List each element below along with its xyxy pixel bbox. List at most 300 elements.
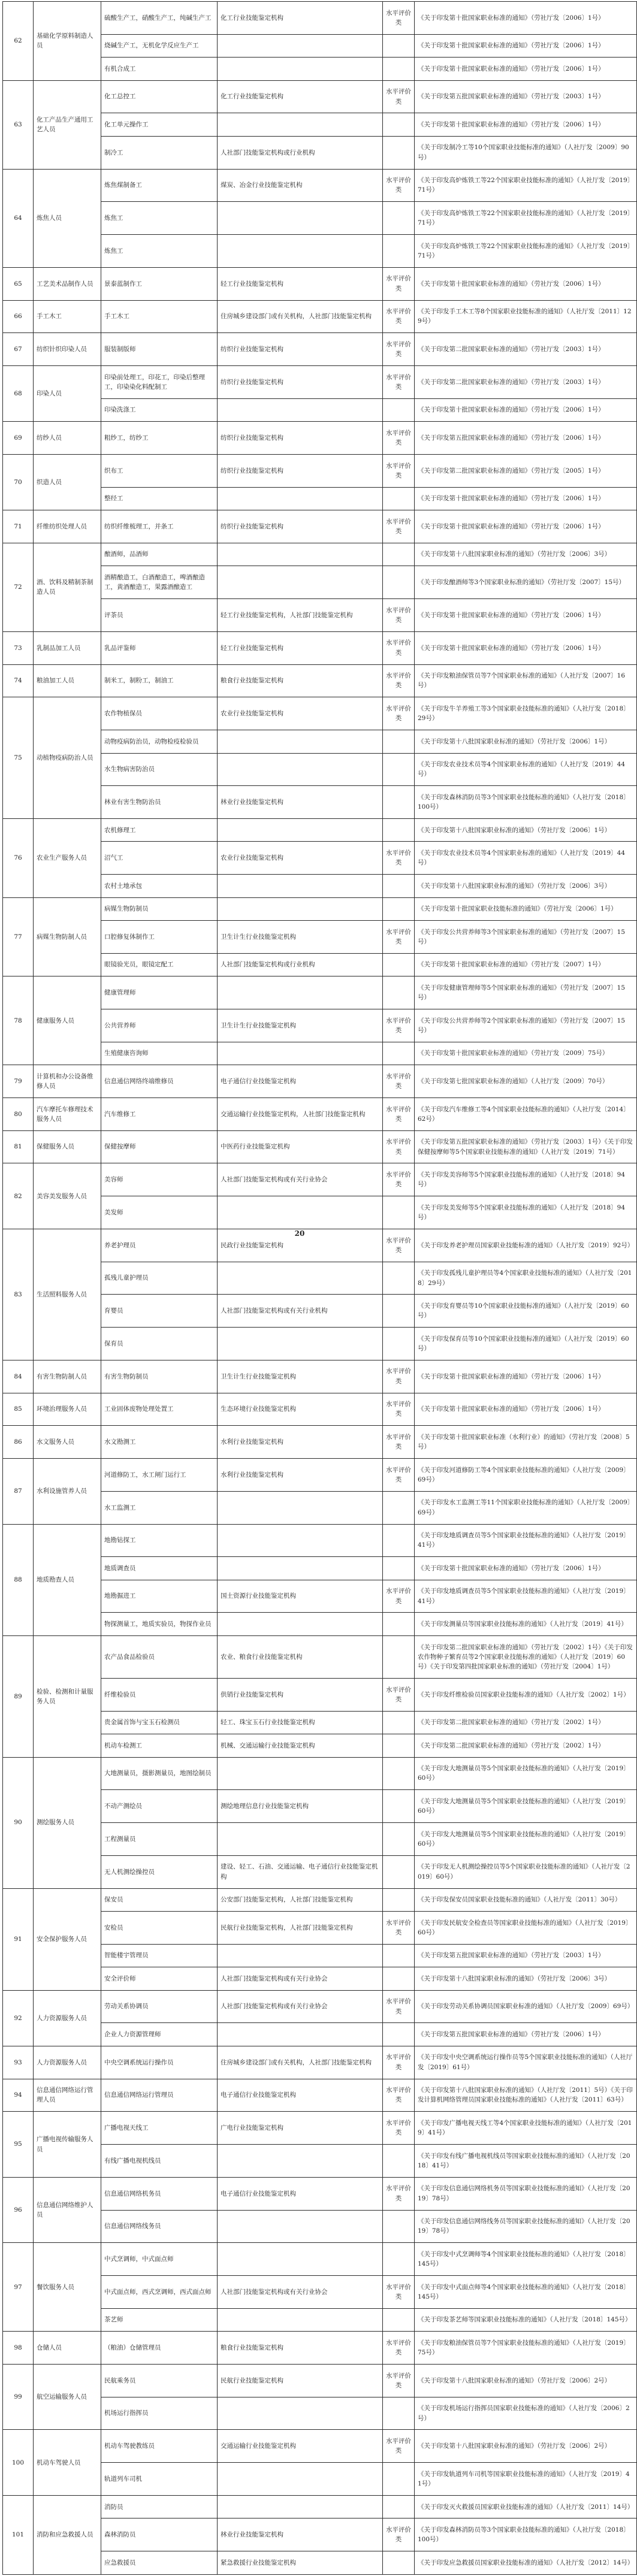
table-row [3, 818, 637, 841]
evaluation-type: 水平评价类 [383, 169, 415, 202]
job-title: 贵金属首饰与宝玉石检测员 [101, 1711, 218, 1734]
job-title: 机场运行指挥员 [101, 2397, 218, 2430]
evaluation-type [383, 976, 415, 1009]
job-title: 农村土地承包 [101, 875, 218, 897]
assessment-organization: 人社部门技能鉴定机构或有关行业协会 [218, 1990, 383, 2023]
job-title: 手工木工 [101, 300, 218, 333]
category-name: 环境治理服务人员 [34, 1393, 101, 1426]
assessment-organization: 公安部门技能鉴定机构，人社部门技能鉴定机构 [218, 1888, 383, 1911]
job-title: 消防员 [101, 2495, 218, 2518]
standard-document: 《关于印发健康管理师等5个国家职业标准的通知》（劳社厅发〔2007〕15号） [415, 976, 637, 1009]
evaluation-type: 水平评价类 [383, 842, 415, 875]
evaluation-type [383, 34, 415, 57]
standard-document: 《关于印发公共营养师等3个国家职业标准的通知》（劳社厅发〔2007〕15号） [415, 921, 637, 954]
category-name: 纤维纺织处理人员 [34, 510, 101, 543]
standard-document: 《关于印发第十八批国家职业标准的通知》（人社厅发〔2011〕5号）《关于印发计算机网络管理员国家职业技能标准的通知》（人社厅发〔2011〕63号） [415, 2079, 637, 2112]
job-title: 森林消防员 [101, 2518, 218, 2551]
assessment-organization: 卫生计生行业技能鉴定机构 [218, 921, 383, 954]
row-number: 66 [3, 300, 34, 333]
evaluation-type: 水平评价类 [383, 2332, 415, 2365]
evaluation-type [383, 1557, 415, 1580]
job-title: 养老护理员 [101, 1229, 218, 1262]
assessment-organization: 广电行业技能鉴定机构 [218, 2112, 383, 2145]
standard-document: 《关于印发第十批国家职业标准的通知》（劳社厅发〔2006〕1号） [415, 1360, 637, 1393]
standard-document: 《关于印发第五批国家职业标准的通知》（劳社厅发〔2003〕1号）《关于印发保健按摩师等5个国家职业技能标准的通知》（人社厅发〔2019〕71号） [415, 1130, 637, 1163]
assessment-organization [218, 1757, 383, 1790]
assessment-organization: 电子通信行业技能鉴定机构 [218, 2177, 383, 2210]
job-title: 轨道列车司机 [101, 2463, 218, 2496]
standard-document: 《关于印发森林消防员等3个国家职业技能标准的通知》（人社厅发〔2018〕100号） [415, 2518, 637, 2551]
evaluation-type [383, 1042, 415, 1065]
standard-document: 《关于印发手工木工等8个国家职业技能标准的通知》（人社厅发〔2011〕129号） [415, 300, 637, 333]
table-row [3, 1524, 637, 1557]
evaluation-type [383, 2023, 415, 2046]
table-row [3, 1426, 637, 1459]
standard-document: 《关于印发第十八批国家职业标准的通知》（劳社厅发〔2006〕2号） [415, 2430, 637, 2463]
assessment-organization: 交通运输行业技能鉴定机构 [218, 2430, 383, 2463]
category-name: 美容美发服务人员 [34, 1163, 101, 1229]
evaluation-type [383, 1613, 415, 1635]
category-name: 测绘服务人员 [34, 1757, 101, 1888]
assessment-organization: 人社部门技能鉴定机构或有关行业协会 [218, 1163, 383, 1196]
category-name: 基础化学原料制造人员 [34, 2, 101, 81]
job-title: 地勘钻探工 [101, 1524, 218, 1557]
job-title: 工程测量员 [101, 1823, 218, 1856]
evaluation-type [383, 235, 415, 268]
job-title: 中央空调系统运行操作员 [101, 2046, 218, 2079]
table-row [3, 2112, 637, 2145]
evaluation-type [383, 2308, 415, 2331]
row-number: 90 [3, 1757, 34, 1888]
assessment-organization [218, 1042, 383, 1065]
assessment-organization: 轻工行业技能鉴定机构 [218, 267, 383, 300]
standard-document: 《关于印发保育员等10个国家职业技能标准的通知》（人社厅发〔2019〕60号） [415, 1328, 637, 1360]
standard-document: 《关于印发地质调查员等5个国家职业技能标准的通知》（人社厅发〔2019〕41号） [415, 1524, 637, 1557]
row-number: 70 [3, 454, 34, 510]
job-title: 保健按摩师 [101, 1130, 218, 1163]
assessment-organization [218, 2210, 383, 2243]
category-name: 安全保护服务人员 [34, 1888, 101, 1990]
row-number: 68 [3, 366, 34, 422]
job-title: 有害生物防制员 [101, 1360, 218, 1393]
assessment-organization: 人社部门技能鉴定机构或有关行业机构 [218, 1295, 383, 1328]
standard-document: 《关于印发第七批国家职业标准的通知》（人社厅发〔2009〕70号） [415, 1065, 637, 1098]
evaluation-type: 水平评价类 [383, 2112, 415, 2145]
assessment-organization: 煤炭、冶金行业技能鉴定机构 [218, 169, 383, 202]
evaluation-type [383, 58, 415, 80]
evaluation-type: 水平评价类 [383, 2430, 415, 2463]
table-row [3, 897, 637, 920]
standard-document: 《关于印发农业技术员等4个国家职业标准的通知》（人社厅发〔2019〕44号） [415, 842, 637, 875]
table-row [3, 1888, 637, 1911]
standard-document: 《关于印发第十批国家职业标准的通知》（劳社厅发〔2006〕1号） [415, 631, 637, 664]
assessment-organization [218, 753, 383, 786]
row-number: 96 [3, 2177, 34, 2242]
job-title: 安全评价师 [101, 1967, 218, 1990]
assessment-organization: 供销行业技能鉴定机构 [218, 1678, 383, 1711]
category-name: 动植物疫病防治人员 [34, 697, 101, 819]
category-name: 保健服务人员 [34, 1130, 101, 1163]
standard-document: 《关于印发第十批国家职业标准的通知》（劳社厅发〔2006〕1号） [415, 1557, 637, 1580]
category-name: 信息通信网络运行管理人员 [34, 2079, 101, 2112]
row-number: 78 [3, 976, 34, 1065]
page-number: 20 [294, 1229, 305, 1238]
evaluation-type [383, 730, 415, 753]
job-title: 信息通信网络线务员 [101, 2210, 218, 2243]
standard-document: 《关于印发第十批国家职业标准的通知》（劳社厅发〔2006〕1号） [415, 599, 637, 632]
job-title: 健康管理师 [101, 976, 218, 1009]
standard-document: 《关于印发民航安全检查员等国家职业技能标准的通知》（人社厅发〔2019〕60号） [415, 1912, 637, 1945]
table-row [3, 422, 637, 455]
table-row [3, 1097, 637, 1130]
row-number: 77 [3, 897, 34, 976]
assessment-organization: 粮食行业技能鉴定机构 [218, 2332, 383, 2365]
assessment-organization [218, 398, 383, 421]
job-title: 大地测量员，摄影测量员，地图绘制员 [101, 1757, 218, 1790]
assessment-organization [218, 487, 383, 510]
row-number: 71 [3, 510, 34, 543]
standard-document: 《关于印发孤残儿童护理员等4个国家职业技能标准的通知》（人社厅发〔2018〕29号） [415, 1262, 637, 1295]
job-title: 保安员 [101, 1888, 218, 1911]
evaluation-type [383, 753, 415, 786]
job-title: 有线广播电视机线员 [101, 2145, 218, 2178]
assessment-organization: 化工行业技能鉴定机构 [218, 80, 383, 113]
evaluation-type [383, 543, 415, 566]
table-row [3, 2, 637, 35]
standard-document: 《关于印发第十批国家职业标准的通知》（劳社厅发〔2009〕75号） [415, 1042, 637, 1065]
evaluation-type: 水平评价类 [383, 1580, 415, 1613]
assessment-organization [218, 730, 383, 753]
row-number: 98 [3, 2332, 34, 2365]
standard-document: 《关于印发劳动关系协调员国家职业标准的通知》（人社厅发〔2009〕69号） [415, 1990, 637, 2023]
evaluation-type: 水平评价类 [383, 1912, 415, 1945]
row-number: 87 [3, 1459, 34, 1524]
table-row [3, 2243, 637, 2276]
evaluation-type [383, 1855, 415, 1888]
standard-document: 《关于印发第十批国家职业标准的通知》（劳社厅发〔2006〕1号） [415, 1393, 637, 1426]
row-number: 91 [3, 1888, 34, 1990]
assessment-organization [218, 2145, 383, 2178]
job-title: 印染洗涤工 [101, 398, 218, 421]
job-title: 硫酸生产工，硝酸生产工，纯碱生产工 [101, 2, 218, 35]
category-name: 手工木工 [34, 300, 101, 333]
table-row [3, 664, 637, 697]
table-row [3, 1065, 637, 1098]
category-name: 炼焦人员 [34, 169, 101, 267]
assessment-organization [218, 1196, 383, 1229]
job-title: 工业固体废物处理处置工 [101, 1393, 218, 1426]
category-name: 餐饮服务人员 [34, 2243, 101, 2332]
evaluation-type: 水平评价类 [383, 366, 415, 399]
evaluation-type [383, 1967, 415, 1990]
standard-document: 《关于印发无人机测绘操控员等5个国家职业技能标准的通知》（人社厅发〔2019〕60号） [415, 1855, 637, 1888]
evaluation-type [383, 1944, 415, 1967]
assessment-organization: 轻工行业技能鉴定机构 [218, 631, 383, 664]
standard-document: 《关于印发第十八批国家职业标准的通知》（劳社厅发〔2006〕3号） [415, 1967, 637, 1990]
row-number: 74 [3, 664, 34, 697]
job-title: 劳动关系协调员 [101, 1990, 218, 2023]
standard-document: 《关于印发中式烹调师等4个国家职业技能标准的通知》（人社厅发〔2018〕145号） [415, 2243, 637, 2276]
job-title: 河道修防工，水工闸门运行工 [101, 1459, 218, 1492]
row-number: 97 [3, 2243, 34, 2332]
standard-document: 《关于印发高炉炼铁工等22个国家职业技能标准的通知》（人社厅发〔2019〕71号） [415, 169, 637, 202]
assessment-organization: 人社部门技能鉴定机构或有关行业协会 [218, 1967, 383, 1990]
row-number: 80 [3, 1097, 34, 1130]
standard-document: 《关于印发第十批国家职业技能标准的通知》（劳社厅发〔2006〕1号） [415, 897, 637, 920]
evaluation-type: 水平评价类 [383, 2, 415, 35]
standard-document: 《关于印发第二批国家职业标准的通知》（劳社厅发〔2002〕1号） [415, 1711, 637, 1734]
assessment-organization: 机械、交通运输行业技能鉴定机构 [218, 1734, 383, 1757]
table-row [3, 510, 637, 543]
job-title: 动物疫病防治员，动物检疫检验员 [101, 730, 218, 753]
evaluation-type [383, 1524, 415, 1557]
job-title: 化工总控工 [101, 80, 218, 113]
assessment-organization [218, 566, 383, 599]
standard-document: 《关于印发第十八批国家职业标准的通知》（劳社厅发〔2006〕3号） [415, 543, 637, 566]
row-number: 81 [3, 1130, 34, 1163]
standard-document: 《关于印发养老护理员国家职业技能标准的通知》（人社厅发〔2019〕92号） [415, 1229, 637, 1262]
row-number: 64 [3, 169, 34, 267]
assessment-organization: 纺织行业技能鉴定机构 [218, 422, 383, 455]
standard-document: 《关于印发森林消防员等3个国家职业技能标准的通知》（人社厅发〔2018〕100号） [415, 786, 637, 819]
table-row [3, 454, 637, 487]
assessment-organization: 电子通信行业技能鉴定机构 [218, 1065, 383, 1098]
evaluation-type [383, 2243, 415, 2276]
category-name: 地质勘查人员 [34, 1524, 101, 1635]
standard-document: 《关于印发汽车维修工等4个国家职业技能标准的通知》（人社厅发〔2014〕62号） [415, 1097, 637, 1130]
category-name: 病媒生物防制人员 [34, 897, 101, 976]
evaluation-type [383, 1295, 415, 1328]
category-name: 纺纱人员 [34, 422, 101, 455]
standard-document: 《关于印发应急救援员国家职业技能标准的通知》（人社厅发〔2012〕14号） [415, 2551, 637, 2574]
evaluation-type: 水平评价类 [383, 2364, 415, 2397]
assessment-organization: 林业行业技能鉴定机构 [218, 2518, 383, 2551]
job-title: 机动车检测工 [101, 1734, 218, 1757]
job-title: 无人机测绘操控员 [101, 1855, 218, 1888]
evaluation-type: 水平评价类 [383, 2276, 415, 2309]
assessment-organization [218, 976, 383, 1009]
standard-document: 《关于印发制冷工等10个国家职业技能标准的通知》（人社厅发〔2009〕90号） [415, 136, 637, 169]
assessment-organization: 住房城乡建设部门或有关机构，人社部门技能鉴定机构 [218, 300, 383, 333]
table-row [3, 300, 637, 333]
standard-document: 《关于印发保安员国家职业技能标准的通知》（人社厅发〔2011〕30号） [415, 1888, 637, 1911]
evaluation-type: 水平评价类 [383, 1393, 415, 1426]
job-title: 评茶员 [101, 599, 218, 632]
assessment-organization: 水利行业技能鉴定机构 [218, 1459, 383, 1492]
job-title: 不动产测绘员 [101, 1790, 218, 1823]
assessment-organization [218, 897, 383, 920]
row-number: 62 [3, 2, 34, 81]
job-title: 酒精酿造工，白酒酿造工，啤酒酿造工，黄酒酿造工，果露酒酿造工 [101, 566, 218, 599]
standard-document: 《关于印发公共营养师等2个国家职业标准的通知》（劳社厅发〔2007〕15号） [415, 1009, 637, 1042]
table-row [3, 80, 637, 113]
table-row [3, 1393, 637, 1426]
table-row [3, 2079, 637, 2112]
table-row [3, 169, 637, 202]
evaluation-type: 水平评价类 [383, 1990, 415, 2023]
table-row [3, 333, 637, 366]
evaluation-type: 水平评价类 [383, 664, 415, 697]
job-title: 口腔修复体制作工 [101, 921, 218, 954]
category-name: 计算机和办公设备维修人员 [34, 1065, 101, 1098]
standard-document: 《关于印发第十批国家职业标准（水利行业）的通知》（劳社厅发〔2008〕5号） [415, 1426, 637, 1459]
job-title: 美发师 [101, 1196, 218, 1229]
category-name: 有害生物防制人员 [34, 1360, 101, 1393]
job-title: 育婴员 [101, 1295, 218, 1328]
table-row [3, 1635, 637, 1678]
category-name: 广播电视传输服务人员 [34, 2112, 101, 2177]
evaluation-type [383, 875, 415, 897]
evaluation-type [383, 1757, 415, 1790]
assessment-organization [218, 818, 383, 841]
category-name: 酒、饮料及精制茶制造人员 [34, 543, 101, 631]
table-row [3, 2430, 637, 2463]
qualification-table [2, 1, 637, 2575]
evaluation-type [383, 2495, 415, 2518]
evaluation-type [383, 1823, 415, 1856]
evaluation-type: 水平评价类 [383, 510, 415, 543]
job-title: 眼镜验光员，眼镜定配工 [101, 953, 218, 976]
evaluation-type [383, 566, 415, 599]
job-title: 汽车维修工 [101, 1097, 218, 1130]
assessment-organization: 住房城乡建设部门或有关机构，人社部门技能鉴定机构 [218, 2046, 383, 2079]
job-title: 制米工，制粉工，制油工 [101, 664, 218, 697]
evaluation-type: 水平评价类 [383, 2177, 415, 2210]
evaluation-type: 水平评价类 [383, 1065, 415, 1098]
evaluation-type [383, 113, 415, 136]
assessment-organization: 建设、轻工、石油、交通运输、电子通信行业技能鉴定机构 [218, 1855, 383, 1888]
evaluation-type: 水平评价类 [383, 1426, 415, 1459]
evaluation-type [383, 202, 415, 235]
evaluation-type: 水平评价类 [383, 1229, 415, 1262]
evaluation-type [383, 398, 415, 421]
assessment-organization [218, 543, 383, 566]
standard-document: 《关于印发第十批国家职业标准的通知》（劳社厅发〔2007〕1号） [415, 953, 637, 976]
category-name: 航空运输服务人员 [34, 2364, 101, 2429]
job-title: （粮油）仓储管理员 [101, 2332, 218, 2365]
standard-document: 《关于印发高炉炼铁工等22个国家职业技能标准的通知》（人社厅发〔2019〕71号） [415, 235, 637, 268]
standard-document: 《关于印发第二批国家职业标准的通知》（劳社厅发〔2003〕1号） [415, 333, 637, 366]
standard-document: 《关于印发第十批国家职业标准的通知》（劳社厅发〔2006〕1号） [415, 34, 637, 57]
job-title: 安检员 [101, 1912, 218, 1945]
evaluation-type [383, 786, 415, 819]
job-title: 服装制版师 [101, 333, 218, 366]
assessment-organization: 卫生计生行业技能鉴定机构 [218, 1009, 383, 1042]
standard-document: 《关于印发轨道列车司机等国家职业技能标准的通知》（人社厅发〔2019〕41号） [415, 2463, 637, 2496]
standard-document: 《关于印发广播电视天线工等4个国家职业技能标准的通知》（人社厅发〔2019〕41号） [415, 2112, 637, 2145]
standard-document: 《关于印发美发师等5个国家职业技能标准的通知》（人社厅发〔2018〕94号） [415, 1196, 637, 1229]
standard-document: 《关于印发第二批国家职业标准的通知》（劳社厅发〔2002〕1号）《关于印发农作物种子繁育员等2个国家职业技能标准的通知》（人社厅发〔2019〕60号）《关于印发第四批国家职业标准的通知》（劳社厅发〔2004〕1号） [415, 1635, 637, 1678]
evaluation-type: 水平评价类 [383, 1097, 415, 1130]
assessment-organization: 人社部门技能鉴定机构或有关行业协会 [218, 2276, 383, 2309]
table-row [3, 1130, 637, 1163]
assessment-organization: 生态环境行业技能鉴定机构 [218, 1393, 383, 1426]
job-title: 化工单元操作工 [101, 113, 218, 136]
row-number: 99 [3, 2364, 34, 2429]
row-number: 84 [3, 1360, 34, 1393]
job-title: 美容师 [101, 1163, 218, 1196]
evaluation-type: 水平评价类 [383, 1130, 415, 1163]
standard-document: 《关于印发粮油保管员等7个国家职业技能标准的通知》（人社厅发〔2019〕75号） [415, 2332, 637, 2365]
assessment-organization: 农业、粮食行业技能鉴定机构 [218, 1635, 383, 1678]
assessment-organization: 水利行业技能鉴定机构 [218, 1426, 383, 1459]
row-number: 93 [3, 2046, 34, 2079]
row-number: 86 [3, 1426, 34, 1459]
evaluation-type [383, 953, 415, 976]
table-body [3, 2, 637, 2575]
evaluation-type: 水平评价类 [383, 631, 415, 664]
evaluation-type [383, 1888, 415, 1911]
row-number: 76 [3, 818, 34, 897]
standard-document: 《关于印发第十八批国家职业标准的通知》（劳社厅发〔2006〕1号） [415, 730, 637, 753]
evaluation-type [383, 1711, 415, 1734]
standard-document: 《关于印发大地测量员等5个国家职业技能标准的通知》（人社厅发〔2019〕60号） [415, 1823, 637, 1856]
standard-document: 《关于印发第五批国家职业标准的通知》（劳社厅发〔2003〕1号） [415, 80, 637, 113]
job-title: 整经工 [101, 487, 218, 510]
table-row [3, 631, 637, 664]
row-number: 82 [3, 1163, 34, 1229]
assessment-organization [218, 1613, 383, 1635]
assessment-organization: 化工行业技能鉴定机构 [218, 2, 383, 35]
table-row [3, 1757, 637, 1790]
standard-document: 《关于印发牛羊养殖工等3个国家职业技能标准的通知》（人社厅发〔2018〕29号） [415, 697, 637, 730]
job-title: 水生物病害防治员 [101, 753, 218, 786]
evaluation-type: 水平评价类 [383, 921, 415, 954]
evaluation-type: 水平评价类 [383, 333, 415, 366]
row-number: 72 [3, 543, 34, 631]
standard-document: 《关于印发第十批国家职业标准的通知》（劳社厅发〔2006〕1号） [415, 510, 637, 543]
category-name: 农业生产服务人员 [34, 818, 101, 897]
evaluation-type [383, 1262, 415, 1295]
job-title: 水文勘测工 [101, 1426, 218, 1459]
job-title: 农产品食品检验员 [101, 1635, 218, 1678]
category-name: 健康服务人员 [34, 976, 101, 1065]
job-title: 茶艺师 [101, 2308, 218, 2331]
assessment-organization [218, 1823, 383, 1856]
job-title: 应急救援员 [101, 2551, 218, 2574]
standard-document: 《关于印发灭火救援员国家职业技能标准的通知》（人社厅发〔2011〕14号） [415, 2495, 637, 2518]
assessment-organization [218, 113, 383, 136]
job-title: 中式烹调师，中式面点师 [101, 2243, 218, 2276]
assessment-organization [218, 2023, 383, 2046]
category-name: 织造人员 [34, 454, 101, 510]
standard-document: 《关于印发农业技术员等4个国家职业标准的通知》（人社厅发〔2019〕44号） [415, 753, 637, 786]
job-title: 保育员 [101, 1328, 218, 1360]
standard-document: 《关于印发第十批国家职业标准的通知》（劳社厅发〔2006〕1号） [415, 267, 637, 300]
table-row [3, 2495, 637, 2518]
category-name: 仓储人员 [34, 2332, 101, 2365]
evaluation-type [383, 1734, 415, 1757]
assessment-organization [218, 1328, 383, 1360]
assessment-organization [218, 1262, 383, 1295]
evaluation-type: 水平评价类 [383, 697, 415, 730]
evaluation-type: 水平评价类 [383, 267, 415, 300]
standard-document: 《关于印发美容师等5个国家职业技能标准的通知》（人社厅发〔2018〕94号） [415, 1163, 637, 1196]
assessment-organization: 纺织行业技能鉴定机构 [218, 366, 383, 399]
assessment-organization: 农业行业技能鉴定机构 [218, 842, 383, 875]
assessment-organization: 林业行业技能鉴定机构 [218, 786, 383, 819]
job-title: 炼焦煤制备工 [101, 169, 218, 202]
assessment-organization: 人社部门技能鉴定机构或行业机构 [218, 136, 383, 169]
standard-document: 《关于印发纤维检验员国家职业技能标准的通知》（人社厅发〔2002〕1号） [415, 1678, 637, 1711]
assessment-organization [218, 1944, 383, 1967]
row-number: 67 [3, 333, 34, 366]
assessment-organization [218, 202, 383, 235]
job-title: 信息通信网络终端维修员 [101, 1065, 218, 1098]
table-row [3, 2177, 637, 2210]
job-title: 粗纱工，纺纱工 [101, 422, 218, 455]
standard-document: 《关于印发有线广播电视机线员等国家职业技能标准的通知》（人社厅发〔2018〕41号） [415, 2145, 637, 2178]
